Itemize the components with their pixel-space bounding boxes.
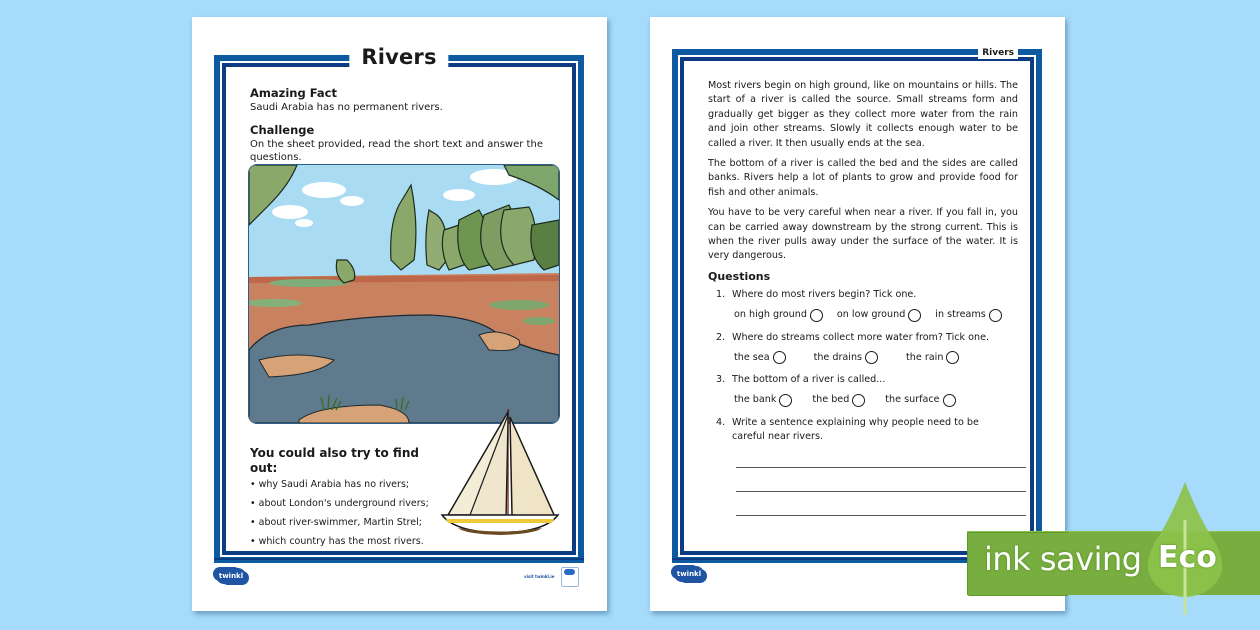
question-text: Where do streams collect more water from? Tick one. [732,331,990,343]
question-4 [716,416,1018,444]
challenge-heading: Challenge [250,123,315,137]
option-the-surface[interactable] [885,393,955,407]
paragraph: The bottom of a river is called the bed and the sides are called banks. Rivers help a lot of plants to grow and provide food for fish and other animals. [708,158,1018,198]
reading-text [708,79,1018,516]
answer-line[interactable] [736,491,1026,492]
find-out-section [250,446,440,555]
ink-saving-label: ink saving [984,540,1142,578]
amazing-fact-heading: Amazing Fact [250,86,337,100]
paragraph: Most rivers begin on high ground, like on mountains or hills. The start of a river is called the source. Small streams form and gradually get bigger as they collect more water from the rain and join other streams. Slowly it collects enough water to be called a river. It then usually ends at the sea. [708,80,1018,149]
option-the-bed[interactable] [812,393,865,407]
tick-circle[interactable] [943,394,956,407]
find-out-item: • which country has the most rivers. [250,536,424,547]
page-title: Rivers [349,42,448,72]
find-out-item: • about river-swimmer, Martin Strel; [250,517,422,528]
visit-link[interactable]: visit twinkl.ie [524,574,555,579]
question-2-options [734,351,1018,365]
question-number: 4. [716,416,726,428]
question-text: Write a sentence explaining why people need to be careful near rivers. [732,416,979,442]
question-3-options [734,393,1018,407]
intro-section [250,86,560,164]
find-out-item: • about London's underground rivers; [250,498,429,509]
option-the-sea[interactable] [734,351,786,365]
option-on-low-ground[interactable] [837,308,921,322]
tick-circle[interactable] [810,309,823,322]
twinkl-logo: twinkl [216,568,246,584]
option-label: on low ground [836,309,906,321]
find-out-heading: You could also try to find out: [250,446,419,475]
answer-line[interactable] [736,467,1026,468]
worksheet-questions-page [650,17,1065,611]
tick-circle[interactable] [946,351,959,364]
find-out-item: • why Saudi Arabia has no rivers; [250,479,410,490]
option-label: on high ground [734,309,807,321]
option-label: the drains [813,351,863,363]
option-label: the bank [734,394,777,406]
twinkl-logo: twinkl [674,566,704,582]
river-landscape-illustration [248,164,560,424]
question-3 [716,373,1018,387]
question-2 [716,331,1018,345]
question-text: Where do most rivers begin? Tick one. [732,289,917,301]
option-the-rain[interactable] [906,351,959,365]
question-number: 2. [716,331,726,343]
question-1-options [734,308,1018,322]
page-frame [672,49,1042,563]
answer-line[interactable] [736,515,1026,516]
tick-circle[interactable] [779,394,792,407]
option-in-streams[interactable] [935,308,1001,322]
option-label: the rain [906,351,944,363]
tick-circle[interactable] [852,394,865,407]
question-number: 3. [716,374,726,386]
question-text: The bottom of a river is called... [732,374,886,386]
amazing-fact-text: Saudi Arabia has no permanent rivers. [250,102,443,113]
footer-divider [214,558,584,560]
challenge-text: On the sheet provided, read the short text and answer the questions. [250,139,543,163]
questions-heading: Questions [708,269,771,283]
tick-circle[interactable] [989,309,1002,322]
question-number: 1. [716,289,726,301]
option-the-drains[interactable] [814,351,878,365]
option-the-bank[interactable] [734,393,792,407]
tick-circle[interactable] [773,351,786,364]
option-label: the bed [812,394,850,406]
tick-circle[interactable] [865,351,878,364]
option-label: the sea [734,351,770,363]
page-frame [214,45,584,563]
quality-badge-icon [561,567,579,587]
worksheet-cover-page [192,17,607,611]
eco-label: Eco [1158,540,1217,575]
option-label: the surface [885,394,940,406]
tick-circle[interactable] [908,309,921,322]
sailboat-illustration [440,407,560,542]
page-header-label: Rivers [978,47,1018,59]
option-on-high-ground[interactable] [734,308,823,322]
paragraph: You have to be very careful when near a river. If you fall in, you can be carried away downstream by the strong current. This is when the river pulls away under the surface of the water. It is very dangerous. [708,207,1018,262]
question-1 [716,288,1018,302]
option-label: in streams [935,309,986,321]
